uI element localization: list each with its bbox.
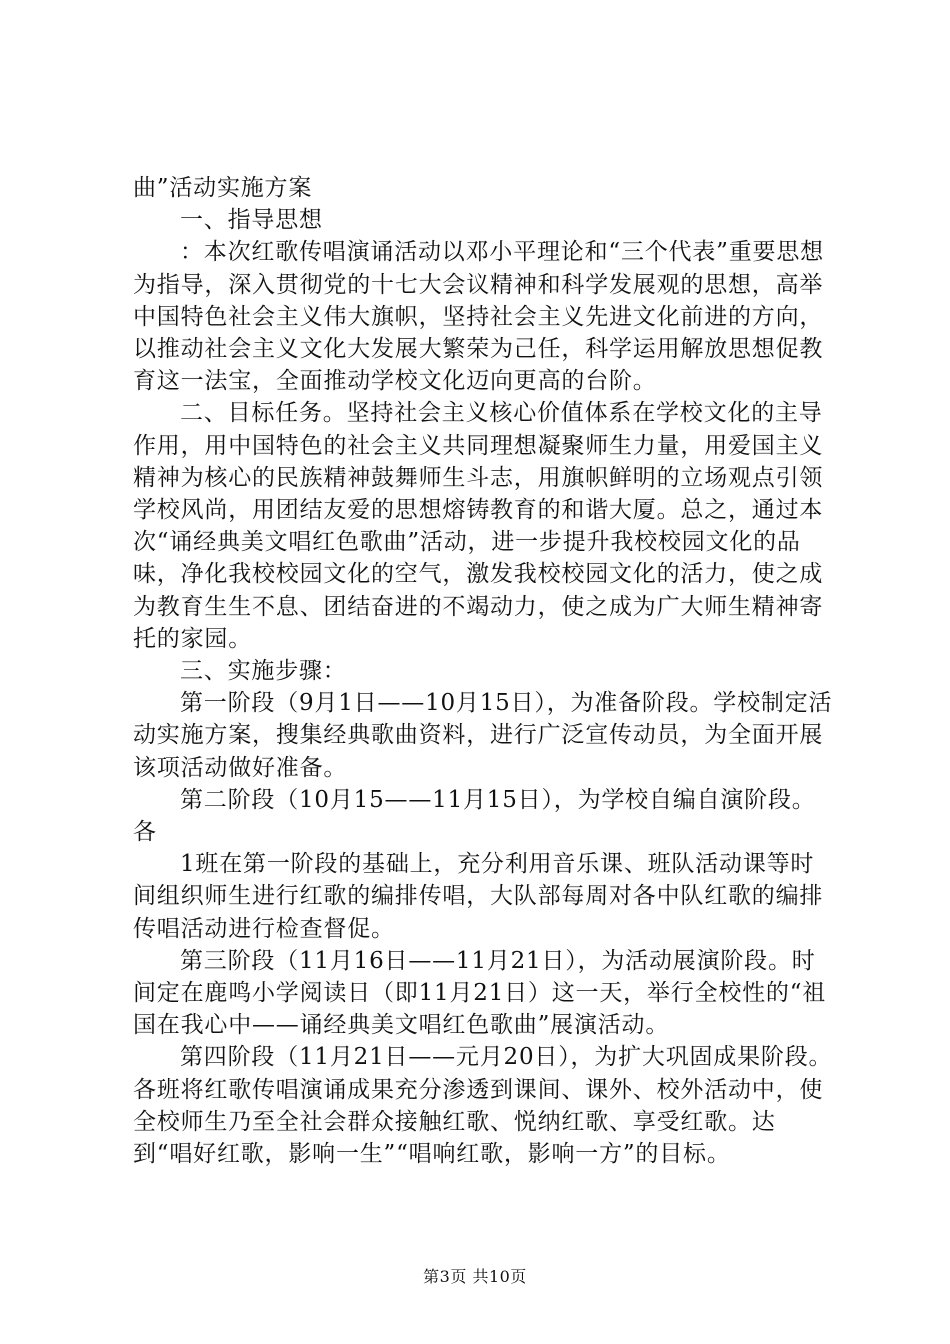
paragraph-stage-one: 第一阶段（9月1日——10月15日），为准备阶段。学校制定活动实施方案，搜集经典歌曲资料，进行广泛宣传动员，为全面开展该项活动做好准备。 (133, 690, 833, 781)
paragraph-stage-two: 第二阶段（10月15——11月15日），为学校自编自演阶段。各 (133, 786, 816, 846)
paragraph-stage-two-detail: 1班在第一阶段的基础上，充分利用音乐课、班队活动课等时间组织师生进行红歌的编排传唱，大队部每周对各中队红歌的编排传唱活动进行检查督促。 (133, 851, 824, 942)
document-body (133, 172, 833, 1170)
heading-implementation-steps: 三、实施步骤： (180, 658, 347, 685)
heading-guiding-thought: 一、指导思想 (180, 207, 323, 234)
page-number-footer: 第3页 共10页 (423, 1267, 527, 1286)
paragraph-goals: 二、目标任务。坚持社会主义核心价值体系在学校文化的主导作用，用中国特色的社会主义共同理想凝聚师生力量，用爱国主义精神为核心的民族精神鼓舞师生斗志，用旗帜鲜明的立场观点引领学校风尚，用团结友爱的思想熔铸教育的和谐大厦。总之，通过本次“诵经典美文唱红色歌曲”活动，进一步提升我校校园文化的品味，净化我校校园文化的空气，激发我校校园文化的活力，使之成为教育生生不息、团结奋进的不竭动力，使之成为广大师生精神寄托的家园。 (133, 400, 824, 652)
paragraph-guiding-thought: ：本次红歌传唱演诵活动以邓小平理论和“三个代表”重要思想为指导，深入贯彻党的十七大会议精神和科学发展观的思想，高举中国特色社会主义伟大旗帜，坚持社会主义先进文化前进的方向，以推动社会主义文化大发展大繁荣为己任，科学运用解放思想促教育这一法宝，全面推动学校文化迈向更高的台阶。 (133, 239, 824, 395)
paragraph-stage-four: 第四阶段（11月21日——元月20日），为扩大巩固成果阶段。各班将红歌传唱演诵成果充分渗透到课间、课外、校外活动中，使全校师生乃至全社会群众接触红歌、悦纳红歌、享受红歌。达到“唱好红歌，影响一生”“唱响红歌，影响一方”的目标。 (133, 1044, 833, 1168)
paragraph-stage-three: 第三阶段（11月16日——11月21日），为活动展演阶段。时间定在鹿鸣小学阅读日（即11月21日）这一天，举行全校性的“祖国在我心中——诵经典美文唱红色歌曲”展演活动。 (133, 947, 827, 1039)
paragraph-title-continuation: 曲”活动实施方案 (133, 175, 313, 201)
